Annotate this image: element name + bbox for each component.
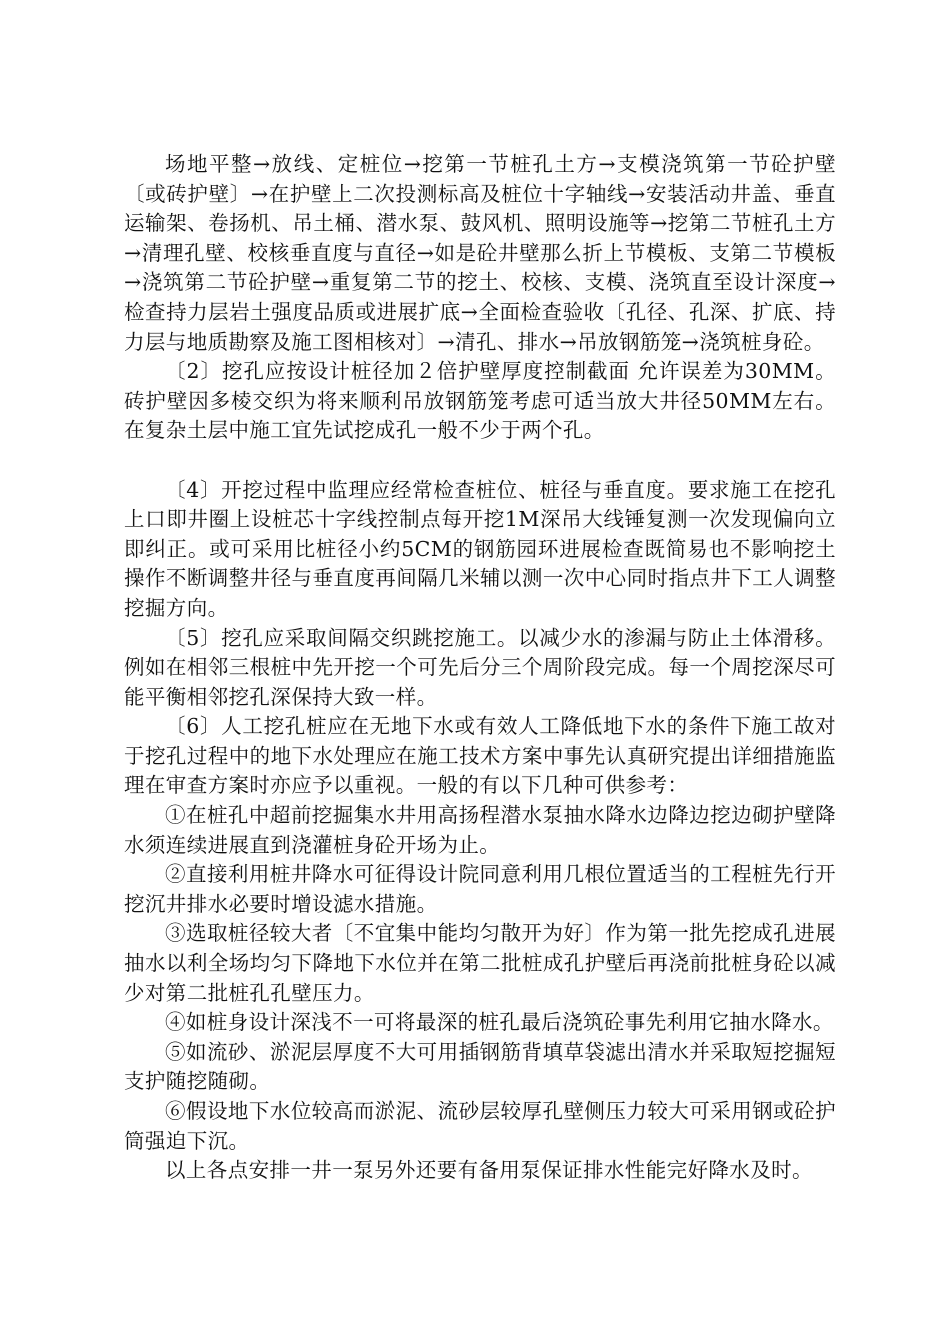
paragraph-item-4: 〔4〕开挖过程中监理应经常检查桩位、桩径与垂直度。要求施工在挖孔上口即井圈上设桩芯十字线控制点每开挖1M深吊大线锤复测一次发现偏向立即纠正。或可采用比桩径小约5CM的钢筋园环进展检查既简易也不影响挖土操作不断调整井径与垂直度再间隔几米辅以测一次中心同时指点井下工人调整挖掘方向。: [124, 477, 836, 620]
paragraph-method-6: ⑥假设地下水位较高而淤泥、流砂层较厚孔壁侧压力较大可采用钢或砼护筒强迫下沉。: [124, 1099, 836, 1153]
paragraph-construction-sequence: 场地平整→放线、定桩位→挖第一节桩孔土方→支模浇筑第一节砼护壁〔或砖护壁〕→在护壁上二次投测标高及桩位十字轴线→安装活动井盖、垂直运输架、卷扬机、吊土桶、潜水泵、鼓风机、照明设施等→挖第二节桩孔土方→清理孔壁、校核垂直度与直径→如是砼井壁那么折上节模板、支第二节模板→浇筑第二节砼护壁→重复第二节的挖土、校核、支模、浇筑直至设计深度→检查持力层岩土强度品质或进展扩底→全面检查验收〔孔径、孔深、扩底、持力层与地质勘察及施工图相核对〕→清孔、排水→吊放钢筋笼→浇筑桩身砼。: [124, 152, 836, 354]
paragraph-method-2: ②直接利用桩井降水可征得设计院同意利用几根位置适当的工程桩先行开挖沉井排水必要时增设滤水措施。: [124, 862, 836, 916]
paragraph-summary: 以上各点安排一井一泵另外还要有备用泵保证排水性能完好降水及时。: [165, 1158, 813, 1183]
blank-line: [124, 446, 836, 476]
paragraph-method-1: ①在桩孔中超前挖掘集水井用高扬程潜水泵抽水降水边降边挖边砌护壁降水须连续进展直到浇灌桩身砼开场为止。: [124, 803, 836, 857]
paragraph-item-2: 〔2〕挖孔应按设计桩径加２倍护壁厚度控制截面 允许误差为30MM。砖护壁因多棱交织为将来顺利吊放钢筋笼考虑可适当放大井径50MM左右。在复杂土层中施工宜先试挖成孔一般不少于两个孔。: [124, 359, 836, 443]
paragraph-method-5: ⑤如流砂、淤泥层厚度不大可用插钢筋背填草袋滤出清水并采取短挖掘短支护随挖随砌。: [124, 1039, 836, 1094]
paragraph-method-4: ④如桩身设计深浅不一可将最深的桩孔最后浇筑砼事先利用它抽水降水。: [165, 1010, 834, 1035]
paragraph-item-5: 〔5〕挖孔应采取间隔交织跳挖施工。以减少水的渗漏与防止土体滑移。例如在相邻三根桩中先开挖一个可先后分三个周阶段完成。每一个周挖深尽可能平衡相邻挖孔深保持大致一样。: [124, 625, 836, 709]
document-page: [124, 150, 836, 1186]
paragraph-method-3: ③选取桩径较大者〔不宜集中能均匀散开为好〕作为第一批先挖成孔进展抽水以利全场均匀下降地下水位并在第二批桩成孔护壁后再浇前批桩身砼以减少对第二批桩孔孔壁压力。: [124, 921, 836, 1005]
paragraph-item-6: 〔6〕人工挖孔桩应在无地下水或有效人工降低地下水的条件下施工故对于挖孔过程中的地下水处理应在施工技术方案中事先认真研究提出详细措施监理在审查方案时亦应予以重视。一般的有以下几种可供参考：: [124, 714, 836, 798]
